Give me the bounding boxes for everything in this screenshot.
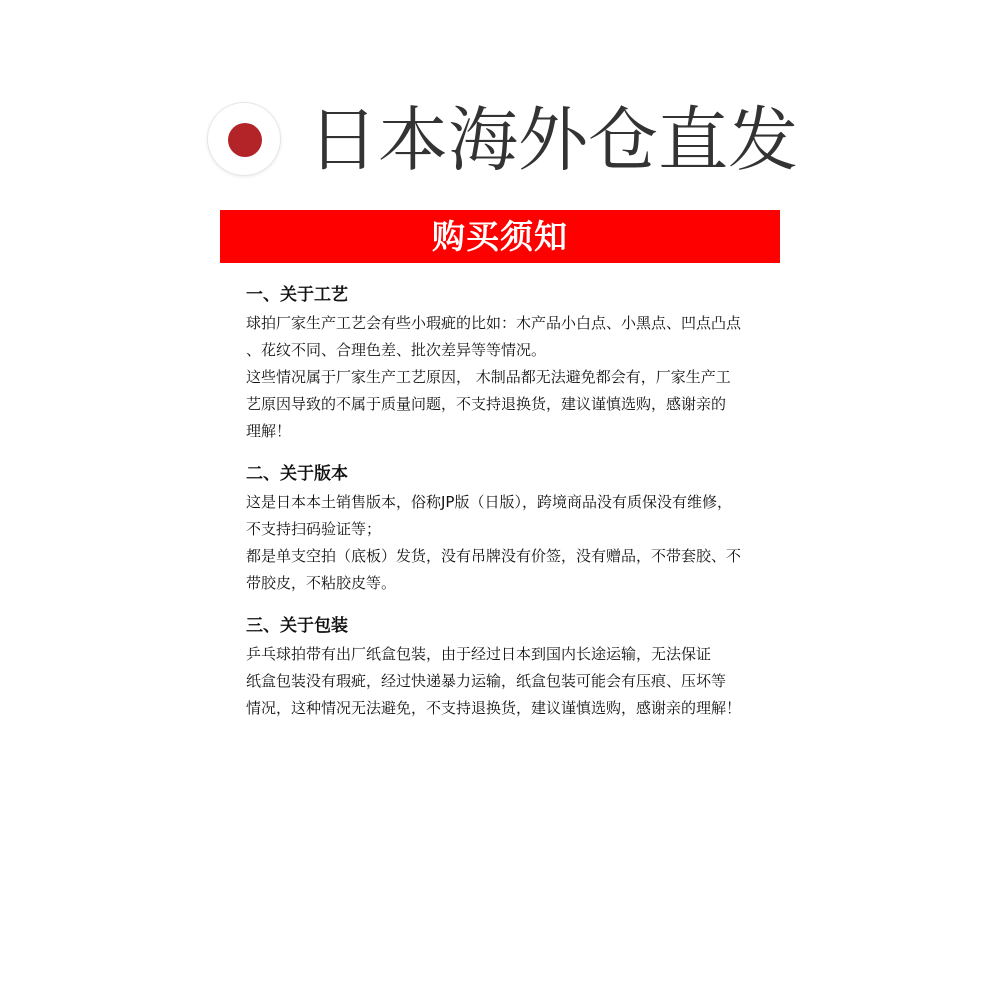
section-paragraph: 这些情况属于厂家生产工艺原因， 木制品都无法避免都会有，厂家生产工 艺原因导致的不属于质量问题，不支持退换货，建议谨慎选购，感谢亲的 理解！ bbox=[246, 368, 731, 440]
header bbox=[208, 100, 828, 180]
section-craftsmanship bbox=[246, 282, 766, 445]
section-packaging bbox=[246, 613, 766, 722]
section-paragraph: 这是日本本土销售版本，俗称JP版（日版），跨境商品没有质保没有维修， 不支持扫码验证等； bbox=[246, 493, 732, 538]
section-paragraph: 乒乓球拍带有出厂纸盒包装，由于经过日本到国内长途运输，无法保证 纸盒包装没有瑕疵，经过快递暴力运输，纸盒包装可能会有压痕、压坏等 情况，这种情况无法避免，不支持退换货，建议谨慎选购，感谢亲的理解！ bbox=[246, 645, 742, 717]
purchase-notice-banner: 购买须知 bbox=[220, 210, 780, 263]
japan-flag-icon bbox=[208, 103, 280, 175]
section-paragraph: 都是单支空拍（底板）发货，没有吊牌没有价签，没有赠品，不带套胶、不 带胶皮，不粘胶皮等。 bbox=[246, 547, 742, 592]
section-version bbox=[246, 461, 766, 597]
section-title: 一、关于工艺 bbox=[246, 285, 348, 305]
section-paragraph: 球拍厂家生产工艺会有些小瑕疵的比如：木产品小白点、小黑点、凹点凸点 、花纹不同、合理色差、批次差异等等情况。 bbox=[246, 314, 742, 359]
section-title: 二、关于版本 bbox=[246, 464, 348, 484]
red-sun-circle bbox=[228, 123, 262, 157]
section-title: 三、关于包装 bbox=[246, 616, 348, 636]
page-title: 日本海外仓直发 bbox=[308, 99, 798, 181]
notice-content bbox=[246, 282, 766, 738]
